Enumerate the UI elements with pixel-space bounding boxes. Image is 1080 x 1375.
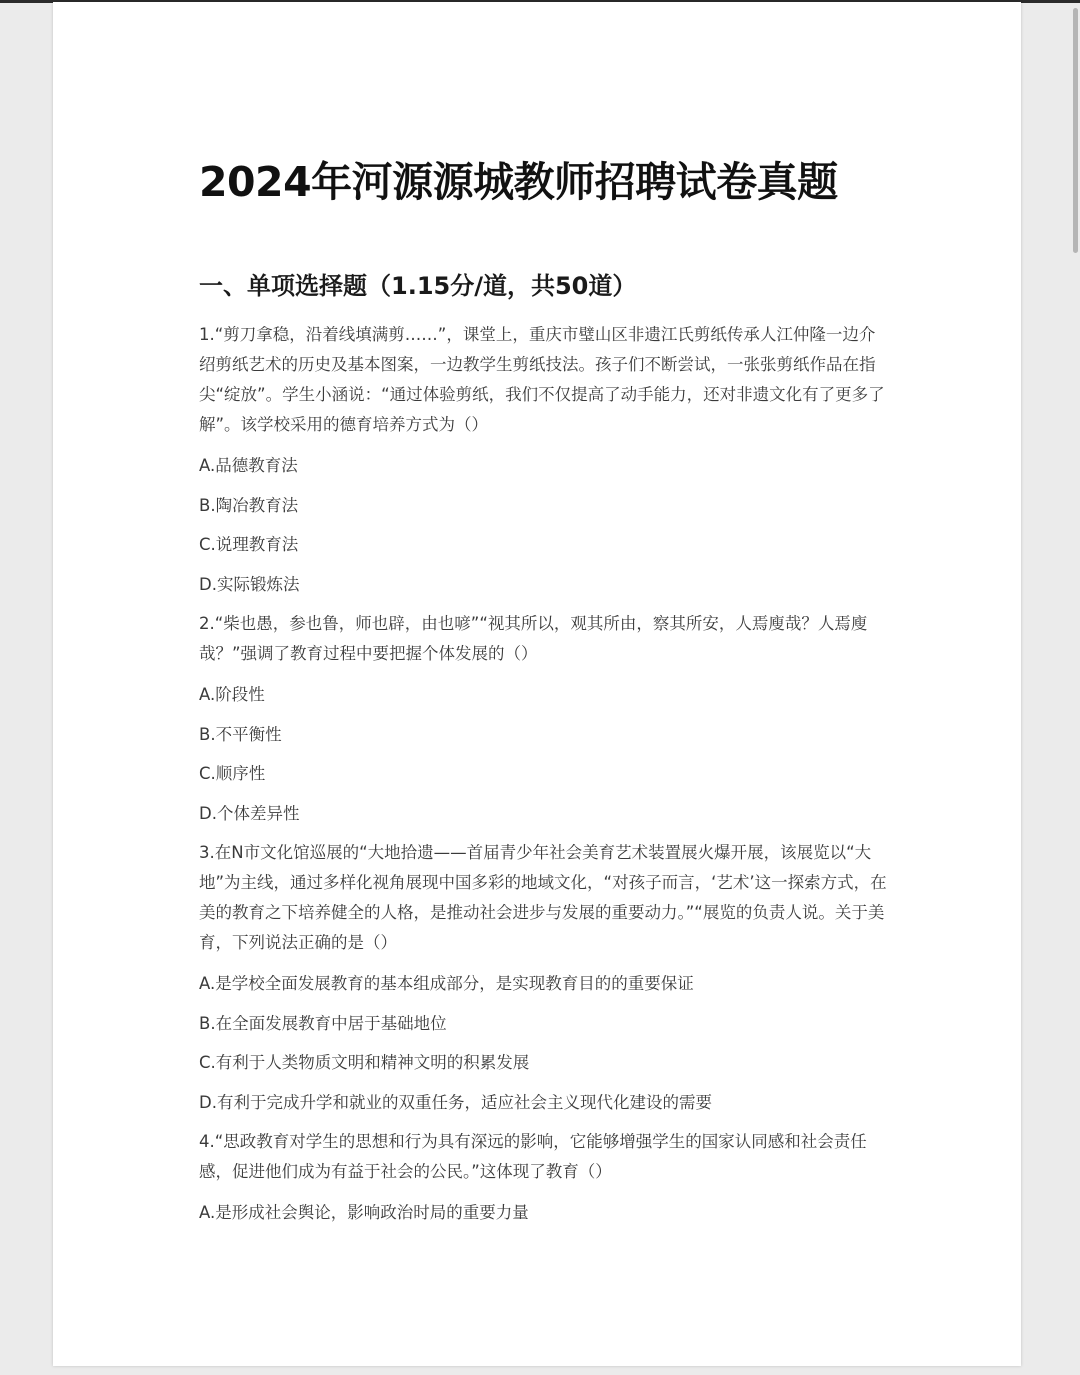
question-stem: 2.“柴也愚，参也鲁，师也辟，由也喭”“视其所以，观其所由，察其所安，人焉廋哉？人焉廋哉？”强调了教育过程中要把握个体发展的（） bbox=[199, 614, 868, 663]
option-b: B.不平衡性 bbox=[199, 724, 282, 744]
option-a: A.品德教育法 bbox=[199, 456, 298, 475]
vertical-scrollbar[interactable] bbox=[1073, 8, 1078, 253]
document-content bbox=[199, 152, 889, 1238]
document-title: 2024年河源源城教师招聘试卷真题 bbox=[199, 158, 838, 206]
section-title: 一、单项选择题（1.15分/道，共50道） bbox=[199, 272, 637, 300]
question-2 bbox=[199, 609, 889, 829]
document-page bbox=[53, 2, 1021, 1366]
option-b: B.在全面发展教育中居于基础地位 bbox=[199, 1013, 447, 1033]
option-list bbox=[199, 969, 889, 1118]
option-a: A.是形成社会舆论，影响政治时局的重要力量 bbox=[199, 1203, 529, 1222]
option-d: D.有利于完成升学和就业的双重任务，适应社会主义现代化建设的需要 bbox=[199, 1092, 712, 1112]
option-a: A.是学校全面发展教育的基本组成部分，是实现教育目的的重要保证 bbox=[199, 974, 694, 993]
option-a: A.阶段性 bbox=[199, 685, 265, 704]
question-stem: 1.“剪刀拿稳，沿着线填满剪……”，课堂上，重庆市璧山区非遗江氏剪纸传承人江仲隆一边介绍剪纸艺术的历史及基本图案，一边教学生剪纸技法。孩子们不断尝试，一张张剪纸作品在指尖“绽放”。学生小涵说：“通过体验剪纸，我们不仅提高了动手能力，还对非遗文化有了更多了解”。该学校采用的德育培养方式为（） bbox=[199, 325, 885, 434]
question-stem: 3.在N市文化馆巡展的“大地拾遗——首届青少年社会美育艺术装置展火爆开展，该展览以“大地”为主线，通过多样化视角展现中国多彩的地域文化，“对孩子而言，‘艺术’这一探索方式，在美的教育之下培养健全的人格，是推动社会进步与发展的重要动力。”“展览的负责人说。关于美育，下列说法正确的是（） bbox=[199, 843, 887, 952]
question-3 bbox=[199, 838, 889, 1118]
option-list bbox=[199, 451, 889, 600]
option-d: D.个体差异性 bbox=[199, 803, 300, 823]
option-list bbox=[199, 680, 889, 829]
option-d: D.实际锻炼法 bbox=[199, 574, 300, 594]
option-list bbox=[199, 1198, 889, 1228]
question-stem: 4.“思政教育对学生的思想和行为具有深远的影响，它能够增强学生的国家认同感和社会责任感，促进他们成为有益于社会的公民。”这体现了教育（） bbox=[199, 1132, 867, 1181]
option-c: C.说理教育法 bbox=[199, 535, 299, 554]
option-c: C.有利于人类物质文明和精神文明的积累发展 bbox=[199, 1053, 530, 1072]
option-c: C.顺序性 bbox=[199, 764, 266, 783]
option-b: B.陶冶教育法 bbox=[199, 495, 299, 515]
question-4 bbox=[199, 1127, 889, 1228]
question-1 bbox=[199, 320, 889, 600]
